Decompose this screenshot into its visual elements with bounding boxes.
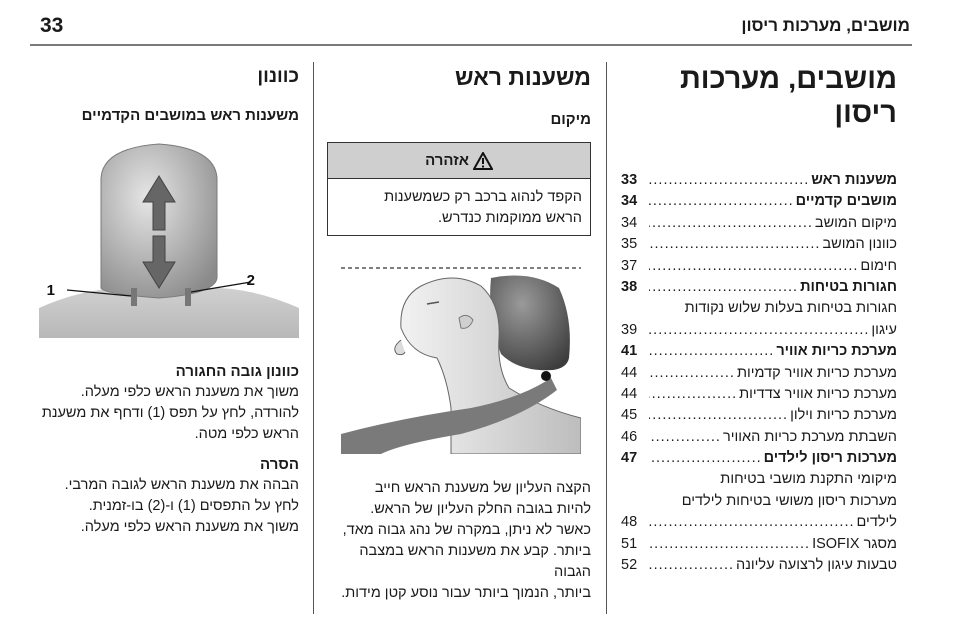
body-line: להיות בגובה החלק העליון של הראש. <box>370 501 591 517</box>
callout-1: 1 <box>46 282 55 299</box>
warning-line: הראש ממוקמות כנדרש. <box>437 210 582 226</box>
toc-entry[interactable] <box>621 193 897 214</box>
head-restraint-adjustment-column <box>31 62 299 535</box>
toc-subline: מערכות ריסון משושי בטיחות לילדים <box>681 492 897 509</box>
head-restraint-illustration <box>39 138 299 338</box>
instruction-line: משוך את משענת הראש כלפי מעלה. <box>80 384 299 400</box>
toc-subline: חגורות בטיחות בעלות שלוש נקודות <box>684 300 897 317</box>
toc-leader-dots <box>649 429 721 445</box>
warning-title: אזהרה <box>425 152 469 169</box>
toc-leader-dots <box>649 536 810 552</box>
height-adjustment-title: כוונון גובה החגורה <box>175 363 299 380</box>
chapter-title: מושבים, מערכות ריסון <box>679 63 897 129</box>
toc-entry-page: 37 <box>621 257 638 274</box>
toc-entry-title: מערכת כריות אוויר קדמיות <box>736 364 897 381</box>
toc-leader-dots <box>649 386 737 402</box>
toc-entry-title: משענות ראש <box>811 172 897 188</box>
toc-entry[interactable] <box>621 429 897 450</box>
toc-entry-page: 34 <box>621 214 638 231</box>
instruction-line: משוך את משענת הראש כלפי מעלה. <box>80 519 299 535</box>
toc-entry-page: 48 <box>621 514 638 531</box>
position-body-text <box>327 478 591 604</box>
head-restraint-position-column <box>327 62 591 601</box>
toc-entry-page: 33 <box>621 172 638 188</box>
instruction-line: להורדה, לחץ על תפס (1) ודחף את משענת <box>41 405 299 421</box>
page-header <box>30 8 910 44</box>
toc-entry[interactable] <box>621 514 897 535</box>
toc-leader-dots <box>649 407 788 423</box>
instruction-line: הראש כלפי מטה. <box>194 426 299 442</box>
header-rule <box>30 44 912 46</box>
toc-entry-title: חימום <box>860 257 897 274</box>
toc-entry-page: 38 <box>621 278 638 295</box>
toc-leader-dots <box>649 193 794 209</box>
warning-header <box>328 143 590 179</box>
toc-entry[interactable] <box>621 536 897 557</box>
head-restraint-svg <box>39 138 299 338</box>
body-line: ביותר, הנמוך ביותר עבור נוסע קטן מידות. <box>341 585 591 601</box>
toc-entry-page: 45 <box>621 407 638 424</box>
toc-entry-page: 41 <box>621 343 638 360</box>
table-of-contents <box>621 172 897 578</box>
warning-triangle-icon <box>473 152 493 170</box>
toc-leader-dots <box>649 557 734 573</box>
toc-entry-title: חגורות בטיחות <box>800 278 897 295</box>
toc-entry-page: 35 <box>621 236 638 253</box>
toc-entry[interactable] <box>621 322 897 343</box>
toc-entry-title: מערכות ריסון לילדים <box>763 450 897 467</box>
toc-leader-dots <box>649 279 798 295</box>
section-title: משענות ראש <box>455 64 591 90</box>
toc-entry[interactable] <box>621 215 897 236</box>
column-divider-left <box>313 62 314 614</box>
toc-entry[interactable] <box>621 236 897 257</box>
toc-entry[interactable] <box>621 258 897 279</box>
chapter-toc-column <box>621 62 897 574</box>
toc-entry-title: מערכת כריות אוויר <box>776 343 897 360</box>
removal-title: הסרה <box>260 456 299 473</box>
toc-entry[interactable] <box>621 386 897 407</box>
warning-box <box>327 142 591 236</box>
toc-entry-page: 47 <box>621 450 638 467</box>
toc-entry[interactable] <box>621 279 897 300</box>
callout-2: 2 <box>246 272 255 289</box>
page-number: 33 <box>40 14 64 37</box>
toc-entry-title: לילדים <box>856 514 897 531</box>
column-divider-right <box>606 62 607 614</box>
toc-leader-dots <box>649 172 809 188</box>
toc-entry[interactable] <box>621 172 897 193</box>
toc-entry-title: כוונון המושב <box>822 236 897 253</box>
toc-leader-dots <box>649 322 869 338</box>
driver-head-restraint-illustration <box>341 258 581 454</box>
toc-leader-dots <box>649 343 774 359</box>
instruction-line: לחץ על התפסים (1) ו-(2) בו-זמנית. <box>88 498 299 514</box>
toc-entry[interactable] <box>621 450 897 471</box>
toc-entry-page: 51 <box>621 535 638 552</box>
toc-entry[interactable] <box>621 557 897 578</box>
warning-line: הקפד לנהוג ברכב רק כשמשענות <box>384 189 582 205</box>
toc-entry-title: מושבים קדמיים <box>795 193 897 210</box>
toc-entry[interactable] <box>621 407 897 428</box>
toc-entry-title: מערכת כריות אוויר צדדיות <box>739 385 897 402</box>
toc-leader-dots <box>649 365 735 381</box>
toc-leader-dots <box>649 514 855 530</box>
body-line: כאשר לא ניתן, במקרה של נהג גבוה מאד, <box>342 522 591 538</box>
warning-text <box>328 179 590 235</box>
body-line: ביותר. קבע את משענות הראש במצבה הגבוה <box>359 543 591 580</box>
running-title: מושבים, מערכות ריסון <box>741 16 910 35</box>
toc-leader-dots <box>649 450 762 466</box>
toc-entry-title: מסגר ISOFIX <box>812 535 897 552</box>
driver-illustration-svg <box>341 258 581 454</box>
toc-entry-title: מערכת כריות וילון <box>790 407 897 424</box>
toc-entry[interactable] <box>621 343 897 364</box>
toc-entry[interactable] <box>621 365 897 386</box>
toc-leader-dots <box>649 236 820 252</box>
section-title-adjustment: כוונון <box>257 66 299 87</box>
toc-entry-title: מיקום המושב <box>814 214 897 231</box>
subsection-title: מיקום <box>550 111 591 128</box>
instruction-line: הבהה את משענת הראש לגובה המרבי. <box>64 477 299 493</box>
toc-entry-page: 34 <box>621 193 638 210</box>
subsection-front-seats: משענות ראש במושבים הקדמיים <box>81 107 299 124</box>
toc-subline: מיקומי התקנת מושבי בטיחות <box>720 471 897 488</box>
toc-entry-page: 52 <box>621 557 638 574</box>
toc-entry-page: 39 <box>621 321 638 338</box>
toc-entry-page: 44 <box>621 364 638 381</box>
toc-entry-title: עיגון <box>871 321 897 338</box>
adjustment-instructions <box>31 352 299 538</box>
toc-leader-dots <box>649 258 858 274</box>
body-line: הקצה העליון של משענת הראש חייב <box>374 480 591 496</box>
toc-entry-page: 46 <box>621 428 638 445</box>
toc-leader-dots <box>649 215 813 231</box>
toc-entry-title: השבתת מערכת כריות האוויר <box>722 428 897 445</box>
toc-entry-page: 44 <box>621 385 638 402</box>
toc-entry-title: טבעות עיגון לרצועה עליונה <box>736 557 897 574</box>
